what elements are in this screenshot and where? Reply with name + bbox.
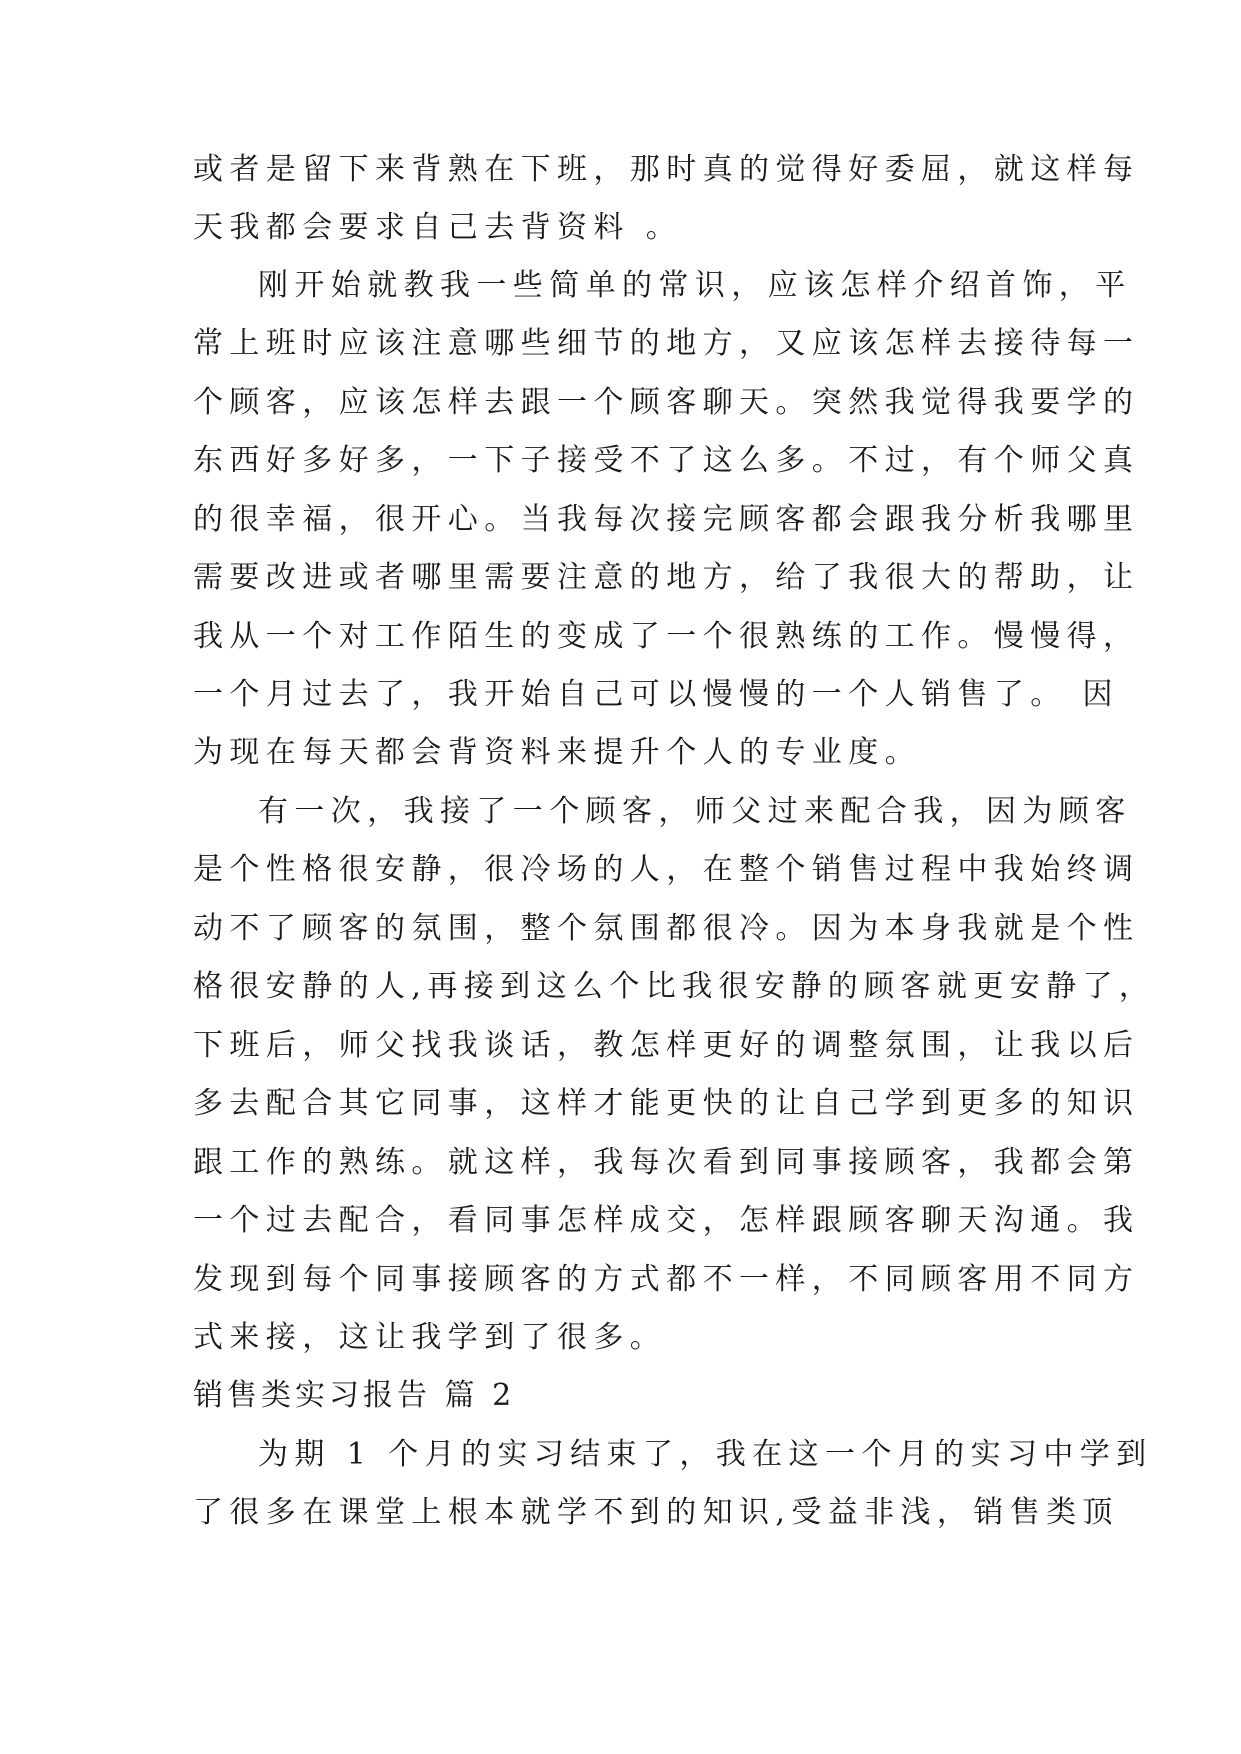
text-line: 了很多在课堂上根本就学不到的知识,受益非浅，销售类顶 (193, 1495, 1119, 1530)
text-line: 下班后，师父找我谈话，教怎样更好的调整氛围，让我以后 (193, 1028, 1140, 1063)
text-line: 跟工作的熟练。就这样，我每次看到同事接顾客，我都会第 (193, 1145, 1140, 1180)
text-line: 或者是留下来背熟在下班，那时真的觉得好委屈，就这样每 (193, 152, 1140, 187)
text-line: 多去配合其它同事，这样才能更快的让自己学到更多的知识 (193, 1086, 1140, 1121)
paragraph-start-line: 为期 1 个月的实习结束了，我在这一个月的实习中学到 (258, 1437, 1153, 1472)
text-line: 格很安静的人,再接到这么个比我很安静的顾客就更安静了， (193, 969, 1156, 1004)
text-line: 为现在每天都会背资料来提升个人的专业度。 (193, 735, 921, 770)
text-line: 需要改进或者哪里需要注意的地方，给了我很大的帮助，让 (193, 560, 1140, 595)
text-line: 动不了顾客的氛围，整个氛围都很冷。因为本身我就是个性 (193, 911, 1140, 946)
paragraph-start-line: 有一次，我接了一个顾客，师父过来配合我，因为顾客 (258, 794, 1132, 829)
text-line: 是个性格很安静，很冷场的人，在整个销售过程中我始终调 (193, 852, 1140, 887)
text-line: 一个过去配合，看同事怎样成交，怎样跟顾客聊天沟通。我 (193, 1203, 1140, 1238)
text-line: 个顾客，应该怎样去跟一个顾客聊天。突然我觉得我要学的 (193, 385, 1140, 420)
paragraph-start-line: 刚开始就教我一些简单的常识，应该怎样介绍首饰，平 (258, 268, 1132, 303)
text-line: 一个月过去了，我开始自己可以慢慢的一个人销售了。 因 (193, 677, 1119, 712)
text-line: 我从一个对工作陌生的变成了一个很熟练的工作。慢慢得， (193, 619, 1140, 654)
text-line: 式来接，这让我学到了很多。 (193, 1320, 667, 1355)
text-line: 发现到每个同事接顾客的方式都不一样，不同顾客用不同方 (193, 1262, 1140, 1297)
text-line: 的很幸福，很开心。当我每次接完顾客都会跟我分析我哪里 (193, 502, 1140, 537)
section-heading: 销售类实习报告 篇 2 (193, 1378, 516, 1413)
text-line: 常上班时应该注意哪些细节的地方，又应该怎样去接待每一 (193, 326, 1140, 361)
text-line: 东西好多好多，一下子接受不了这么多。不过，有个师父真 (193, 443, 1140, 478)
text-line: 天我都会要求自己去背资料 。 (193, 210, 683, 245)
